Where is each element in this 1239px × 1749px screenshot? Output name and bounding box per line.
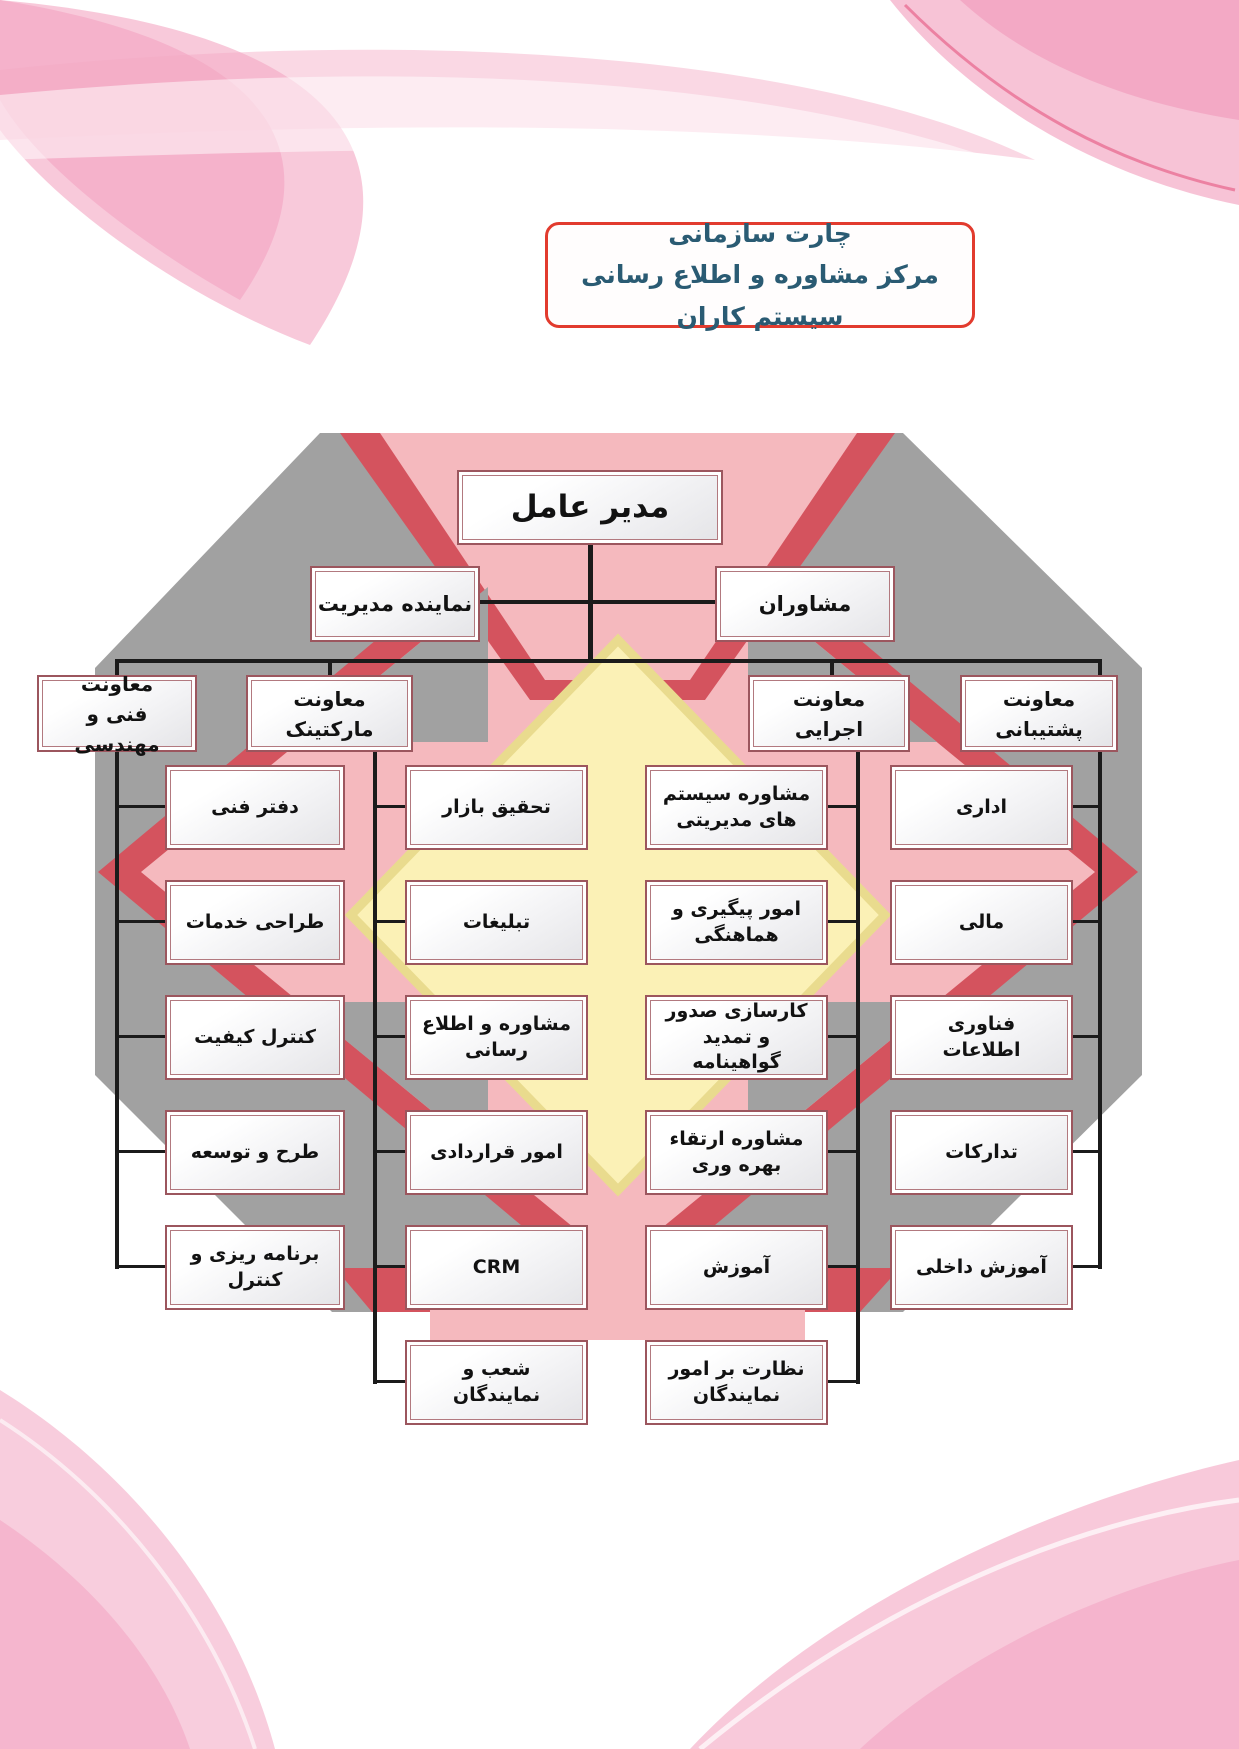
- deputy-label: اجرایی: [794, 716, 864, 741]
- org-item-box-technical-engineering-3: [165, 1110, 345, 1195]
- deputy-box-marketing: [246, 675, 413, 752]
- org-item-box-executive-5: [645, 1340, 828, 1425]
- org-item-label: کنترل کیفیت: [194, 1025, 316, 1048]
- org-item-label: امور پیگیری و هماهنگی: [671, 897, 802, 946]
- org-item-box-support-2: [890, 995, 1073, 1080]
- org-item-box-support-1: [890, 880, 1073, 965]
- org-item-label: تحقیق بازار: [442, 795, 551, 818]
- connector-line: [375, 1150, 405, 1153]
- org-item-box-technical-engineering-1: [165, 880, 345, 965]
- org-item-label: مشاوره و اطلاع رسانی: [421, 1012, 572, 1061]
- org-item-box-marketing-2: [405, 995, 588, 1080]
- org-item-box-support-4: [890, 1225, 1073, 1310]
- org-item-label: کارسازی صدور و تمدید گواهینامه: [665, 1000, 808, 1074]
- org-item-label: اداری: [955, 795, 1008, 818]
- org-item-box-technical-engineering-2: [165, 995, 345, 1080]
- title-line2: مرکز مشاوره و اطلاع رسانی سیستم کاران: [581, 260, 939, 331]
- deputy-box-executive: [748, 675, 910, 752]
- org-item-label: برنامه ریزی و کنترل: [190, 1242, 320, 1291]
- connector-line: [115, 659, 1102, 663]
- org-item-label: تبلیغات: [462, 910, 531, 933]
- connector-line: [1071, 920, 1100, 923]
- ceo-label: مدیر عامل: [510, 488, 670, 525]
- connector-line: [826, 1035, 858, 1038]
- org-item-label: طرح و توسعه: [190, 1140, 320, 1163]
- org-item-box-marketing-0: [405, 765, 588, 850]
- deputy-box-support: [960, 675, 1118, 752]
- connector-line: [588, 545, 593, 663]
- ceo-box: [457, 470, 723, 545]
- connector-line: [1071, 805, 1100, 808]
- connector-line: [1071, 1150, 1100, 1153]
- connector-line: [375, 805, 405, 808]
- org-item-label: CRM: [472, 1255, 521, 1278]
- management-rep-label: نماینده مدیریت: [317, 591, 473, 616]
- org-item-box-executive-2: [645, 995, 828, 1080]
- org-item-box-marketing-1: [405, 880, 588, 965]
- connector-line: [375, 1035, 405, 1038]
- connector-line: [115, 1150, 165, 1153]
- management-rep-box: [310, 566, 480, 642]
- deputy-label: مارکتینک: [285, 716, 374, 741]
- org-item-box-technical-engineering-0: [165, 765, 345, 850]
- org-item-box-marketing-5: [405, 1340, 588, 1425]
- org-item-label: فناوری اطلاعات: [942, 1012, 1021, 1061]
- consultants-label: مشاوران: [758, 591, 852, 616]
- connector-line: [826, 1380, 858, 1383]
- org-item-box-executive-1: [645, 880, 828, 965]
- connector-line: [115, 805, 165, 808]
- connector-line: [1071, 1265, 1100, 1268]
- title-box: [545, 219, 975, 331]
- org-item-box-technical-engineering-4: [165, 1225, 345, 1310]
- deputy-label: پشتیبانی: [995, 716, 1083, 741]
- connector-line: [375, 920, 405, 923]
- consultants-box: [715, 566, 895, 642]
- connector-line: [375, 1380, 405, 1383]
- org-item-label: طراحی خدمات: [185, 910, 325, 933]
- org-item-box-support-3: [890, 1110, 1073, 1195]
- connector-line: [826, 1265, 858, 1268]
- deputy-label: معاونت: [792, 686, 866, 711]
- connector-line: [480, 600, 715, 604]
- org-item-label: آموزش: [702, 1255, 771, 1278]
- connector-line: [1071, 1035, 1100, 1038]
- connector-line: [115, 1035, 165, 1038]
- connector-line: [375, 1265, 405, 1268]
- org-item-box-executive-4: [645, 1225, 828, 1310]
- deputy-label: فنی و مهندسی: [74, 701, 160, 756]
- connector-line: [826, 805, 858, 808]
- org-item-label: شعب و نمایندگان: [452, 1357, 541, 1406]
- connector-line: [373, 750, 377, 1384]
- title-line1: چارت سازمانی: [668, 219, 852, 249]
- deputy-label: معاونت: [1002, 686, 1076, 711]
- org-item-label: مشاوره سیستم های مدیریتی: [662, 782, 811, 831]
- org-item-label: آموزش داخلی: [916, 1255, 1047, 1278]
- deputy-box-technical-engineering: [37, 671, 197, 756]
- org-item-label: نظارت بر امور نمایندگان: [668, 1357, 805, 1406]
- connector-line: [115, 920, 165, 923]
- org-item-label: تدارکات: [945, 1140, 1018, 1163]
- connector-line: [826, 920, 858, 923]
- org-item-box-marketing-3: [405, 1110, 588, 1195]
- deputy-label: معاونت: [293, 686, 366, 711]
- deputy-label: معاونت: [80, 671, 154, 696]
- connector-line: [826, 1150, 858, 1153]
- org-item-label: مشاوره ارتقاء بهره وری: [669, 1127, 804, 1176]
- org-item-label: مالی: [958, 910, 1005, 933]
- org-item-box-support-0: [890, 765, 1073, 850]
- org-item-box-executive-0: [645, 765, 828, 850]
- connector-line: [115, 1265, 165, 1268]
- org-item-label: امور قراردادی: [430, 1140, 563, 1163]
- org-item-label: دفتر فنی: [211, 795, 299, 818]
- org-item-box-executive-3: [645, 1110, 828, 1195]
- connector-line: [856, 750, 860, 1384]
- org-item-box-marketing-4: [405, 1225, 588, 1310]
